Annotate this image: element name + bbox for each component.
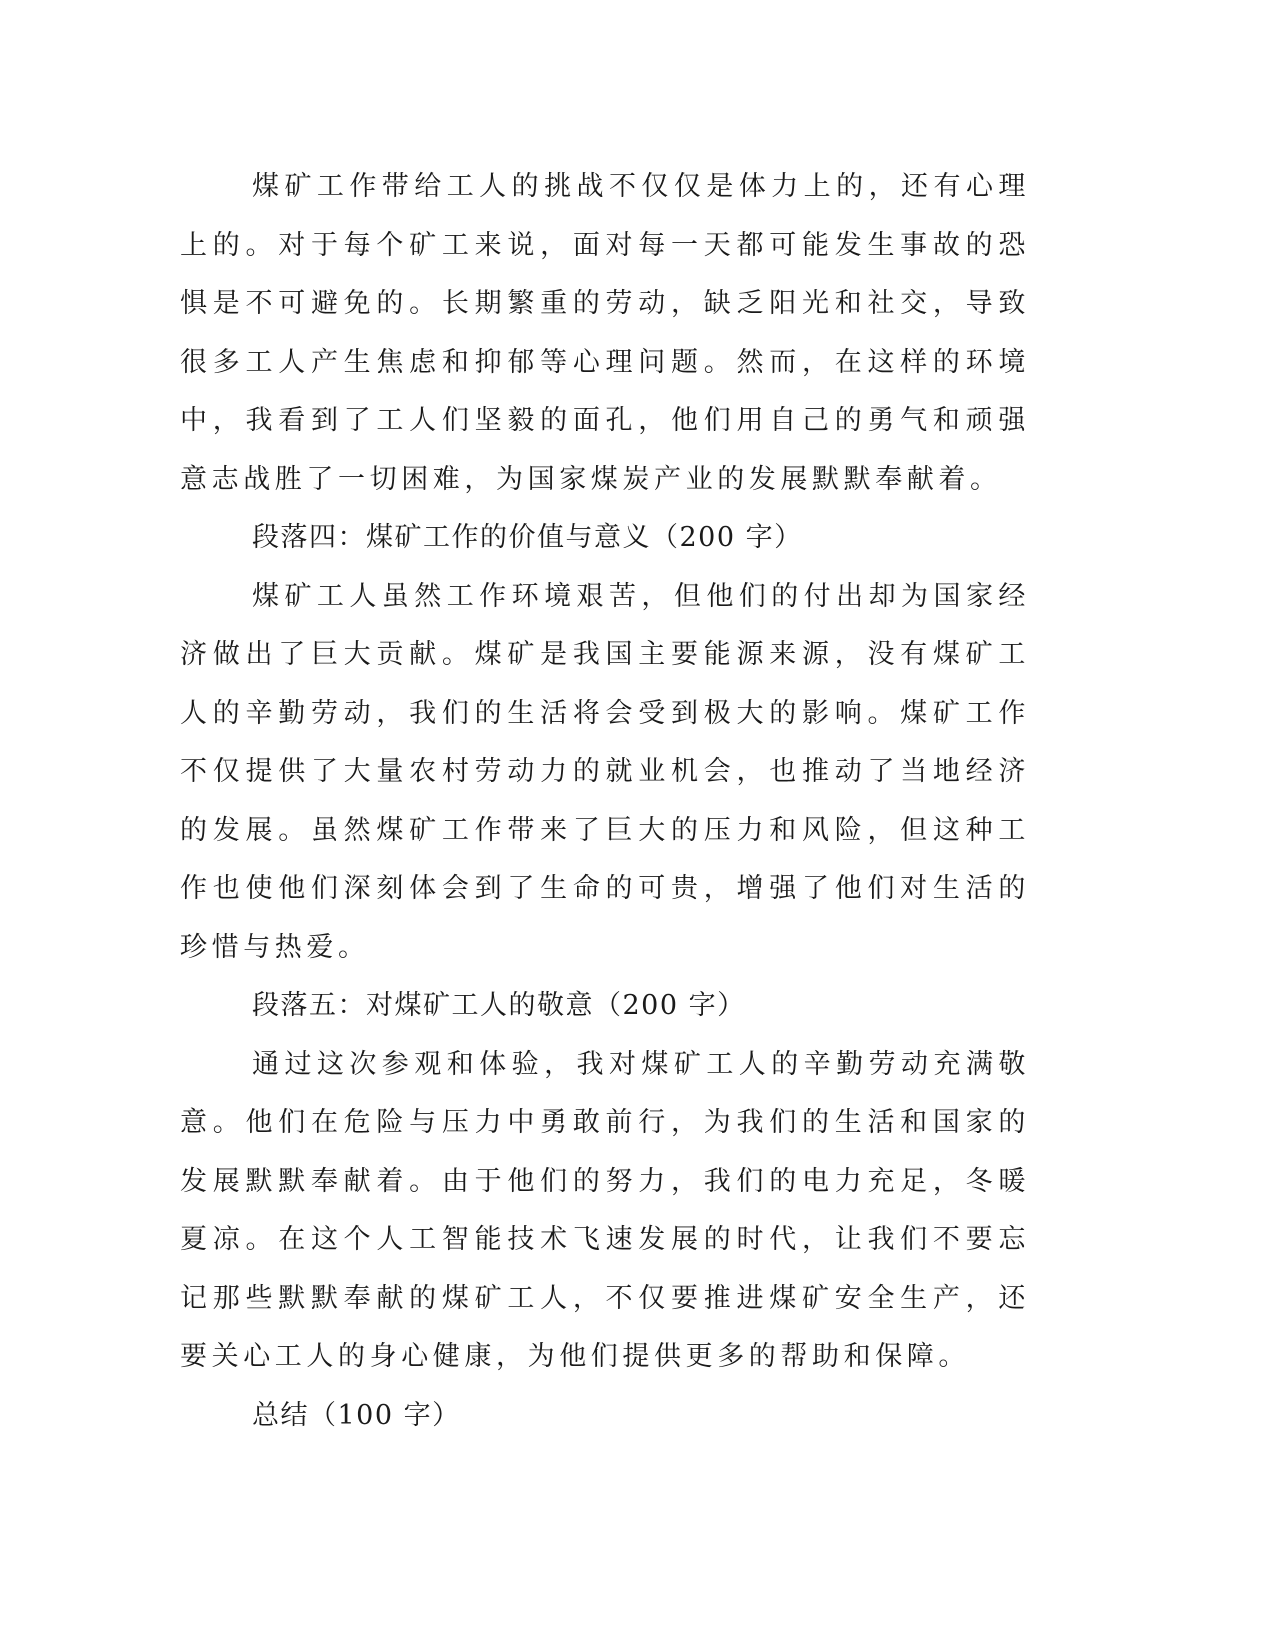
- section-heading-respect: 段落五：对煤矿工人的敬意（200 字）: [252, 990, 746, 1021]
- paragraph-mental-challenge: 煤矿工作带给工人的挑战不仅仅是体力上的，还有心理上的。对于每个矿工来说，面对每一天都可能发生事故的恐惧是不可避免的。长期繁重的劳动，缺乏阳光和社交，导致很多工人产生焦虑和抑郁等心理问题。然而，在这样的环境中，我看到了工人们坚毅的面孔，他们用自己的勇气和顽强意志战胜了一切困难，为国家煤炭产业的发展默默奉献着。: [180, 171, 1030, 495]
- paragraph-value-meaning: 煤矿工人虽然工作环境艰苦，但他们的付出却为国家经济做出了巨大贡献。煤矿是我国主要能源来源，没有煤矿工人的辛勤劳动，我们的生活将会受到极大的影响。煤矿工作不仅提供了大量农村劳动力的就业机会，也推动了当地经济的发展。虽然煤矿工作带来了巨大的压力和风险，但这种工作也使他们深刻体会到了生命的可贵，增强了他们对生活的珍惜与热爱。: [180, 580, 1030, 963]
- section-heading-value: 段落四：煤矿工作的价值与意义（200 字）: [252, 522, 803, 553]
- paragraph-respect: 通过这次参观和体验，我对煤矿工人的辛勤劳动充满敬意。他们在危险与压力中勇敢前行，为我们的生活和国家的发展默默奉献着。由于他们的努力，我们的电力充足，冬暖夏凉。在这个人工智能技术飞速发展的时代，让我们不要忘记那些默默奉献的煤矿工人，不仅要推进煤矿安全生产，还要关心工人的身心健康，为他们提供更多的帮助和保障。: [180, 1048, 1030, 1372]
- section-heading-summary: 总结（100 字）: [252, 1399, 461, 1431]
- document-page: [180, 158, 1030, 1445]
